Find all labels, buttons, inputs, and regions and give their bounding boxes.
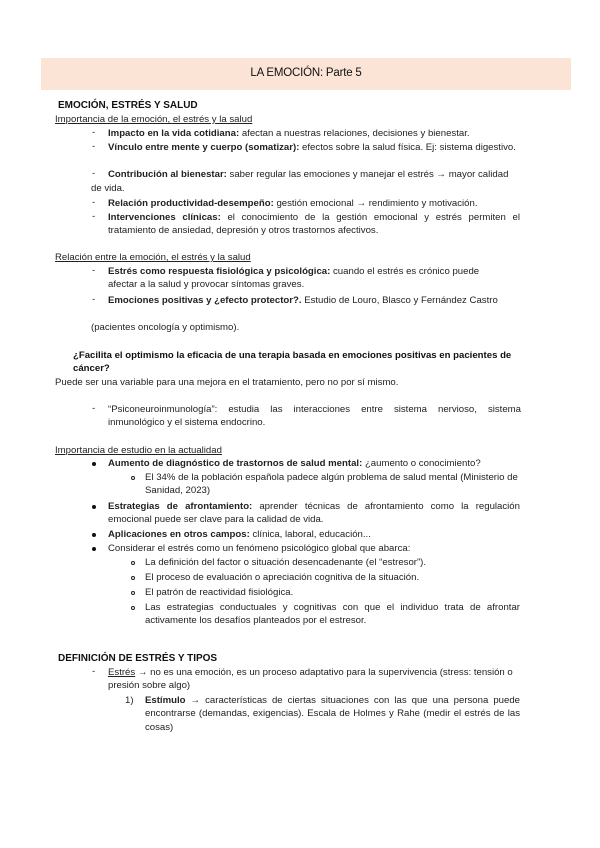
item-term: Aumento de diagnóstico de trastornos de salud mental: [108, 458, 363, 469]
dash-bullet: - [92, 211, 96, 222]
item-term: Estímulo [145, 695, 186, 706]
item-text: Estudio de Louro, Blasco y Fernández Castro [301, 295, 498, 306]
item-term: Contribución al bienestar: [108, 169, 227, 180]
dash-bullet: - [92, 168, 96, 179]
item-text: ¿aumento o conocimiento? [362, 458, 481, 469]
dash-bullet: - [92, 666, 96, 677]
section-heading-definicion: DEFINICIÓN DE ESTRÉS Y TIPOS [58, 653, 218, 664]
page-title: LA EMOCIÓN: Parte 5 [250, 67, 362, 79]
item-text: afectan a nuestras relaciones, decisiones y bienestar. [239, 128, 470, 139]
bullet-dot [92, 547, 96, 551]
item-term: Intervenciones clínicas: [108, 212, 221, 223]
subheading-actualidad: Importancia de estudio en la actualidad [55, 445, 222, 456]
list-item [108, 457, 528, 470]
dash-bullet: - [92, 403, 96, 414]
dash-bullet: - [92, 141, 96, 152]
list-item [108, 294, 505, 307]
item-text: saber regular las emociones y manejar el estrés → mayor calidad [226, 169, 509, 180]
item-term: Impacto en la vida cotidiana: [108, 128, 240, 139]
list-item [108, 528, 528, 541]
bullet-ring [131, 591, 135, 595]
item-text: efectos sobre la salud física. Ej: sistema digestivo. [299, 142, 516, 153]
item-term: Relación productividad-desempeño: [108, 198, 274, 209]
dash-bullet: - [92, 294, 96, 305]
dash-bullet: - [92, 197, 96, 208]
sub-list-item: El patrón de reactividad fisiológica. [145, 587, 294, 598]
item-term: Estrategias de afrontamiento: [108, 501, 253, 512]
list-item [108, 127, 518, 140]
estres-text: → no es una emoción, es un proceso adaptativo para la supervivencia (stress: tensión o presión sobre algo) [108, 667, 513, 692]
bullet-ring [131, 561, 135, 565]
sub-list-item: El 34% de la población española padece algún problema de salud mental (Ministerio de Sanidad, 2023) [145, 472, 518, 497]
list-item [108, 197, 518, 210]
sub-list-item: El proceso de evaluación o apreciación cognitiva de la situación. [145, 572, 420, 583]
subheading-importancia: Importancia de la emoción, el estrés y la salud [55, 114, 253, 125]
estres-definition [108, 666, 528, 693]
title-band [41, 58, 571, 90]
bullet-dot [92, 462, 96, 466]
section-heading-emocion: EMOCIÓN, ESTRÉS Y SALUD [58, 100, 198, 111]
list-item [108, 500, 520, 527]
estres-word: Estrés [108, 667, 136, 678]
pni-definition: “Psiconeuroinmunología”: estudia las interacciones entre sistema nervioso, sistema inmunológico y el sistema endocrino. [108, 404, 521, 429]
item-term: Estrés como respuesta fisiológica y psicológica: [108, 266, 331, 277]
bullet-dot [92, 505, 96, 509]
continuation-text: de vida. [91, 183, 125, 194]
question-text: ¿Facilita el optimismo la eficacia de una terapia basada en emociones positivas en pacientes de cáncer? [73, 350, 512, 375]
sub-list-item: La definición del factor o situación desencadenante (el “estresor”). [145, 557, 427, 568]
bullet-ring [131, 576, 135, 580]
list-item [108, 168, 528, 181]
list-item [108, 211, 520, 238]
item-text: aprender técnicas de afrontamiento como la regulación emocional puede ser clave para la calidad de vida. [108, 501, 520, 526]
list-item: Considerar el estrés como un fenómeno psicológico global que abarca: [108, 543, 411, 554]
item-term: Aplicaciones en otros campos: [108, 529, 250, 540]
bullet-ring [131, 606, 135, 610]
item-text: cuando el estrés es crónico puede afectar a la salud y provocar síntomas graves. [108, 266, 480, 291]
dash-bullet: - [92, 265, 96, 276]
item-text: gestión emocional → rendimiento y motivación. [273, 198, 478, 209]
subheading-relacion: Relación entre la emoción, el estrés y la salud [55, 252, 251, 263]
list-item [108, 265, 508, 292]
numbered-marker: 1) [125, 695, 134, 706]
item-text: clínica, laboral, educación... [249, 529, 371, 540]
item-text: el conocimiento de la gestión emocional y estrés permiten el tratamiento de ansiedad, depresión y otros trastornos afectivos. [108, 212, 520, 237]
sub-list-item: Las estrategias conductuales y cognitivas con que el individuo trata de afrontar activamente los desafíos planteados por el estresor. [145, 602, 520, 627]
item-term: Vínculo entre mente y cuerpo (somatizar): [108, 142, 300, 153]
bullet-dot [92, 533, 96, 537]
item-text: → características de ciertas situaciones con las que una persona puede encontrarse (demandas, exigencias). Escala de Holmes y Rahe (medir el estrés de las cosas) [145, 695, 520, 733]
dash-bullet: - [92, 127, 96, 138]
continuation-text: (pacientes oncología y optimismo). [91, 322, 240, 333]
numbered-item [145, 694, 520, 734]
list-item [108, 141, 520, 154]
answer-text: Puede ser una variable para una mejora en el tratamiento, pero no por sí mismo. [55, 377, 399, 388]
bullet-ring [131, 476, 135, 480]
item-term: Emociones positivas y ¿efecto protector?. [108, 295, 302, 306]
